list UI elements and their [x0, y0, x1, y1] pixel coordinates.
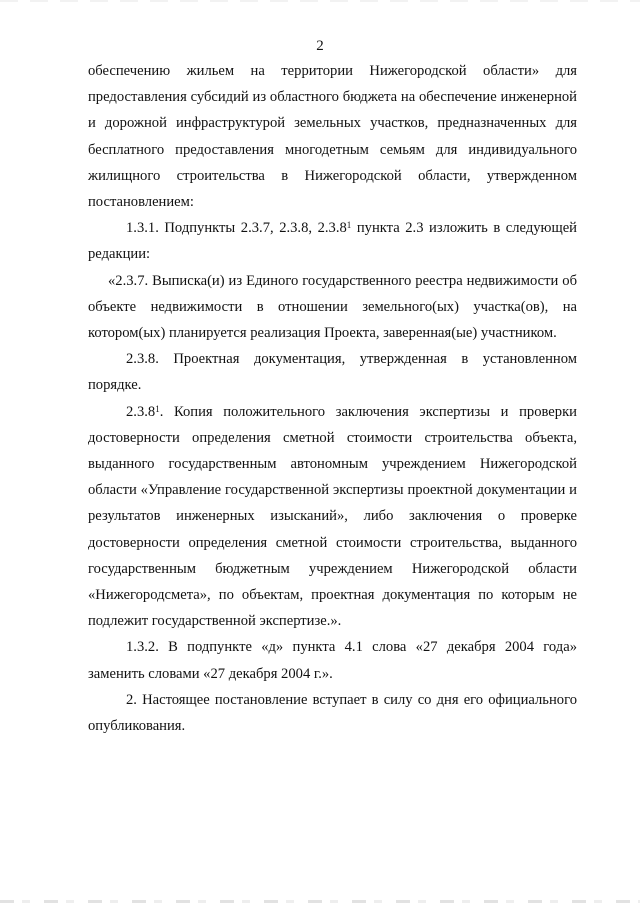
superscript-index: 1 — [155, 403, 160, 414]
paragraph-text-end: . Копия положительного заключения экспертизы и проверки достоверности определения сметной стоимости строительства объекта, выданного государственным автономным учреждением Нижегородской области «Управление государственной экспертизы проектной документации и результатов инженерных изысканий», либо заключения о проверке достоверности определения сметной стоимости строительства, выданного государственным бюджетным учреждением Нижегородской области «Нижегородсмета», по объектам, проектная документация по которым не подлежит государственной экспертизе.». — [88, 403, 577, 630]
scan-artifact-bottom — [0, 900, 640, 903]
paragraph-text-end: пункта 2.3 изложить в следующей редакции: — [88, 220, 577, 263]
paragraph-1-3-2: 1.3.2. В подпункте «д» пункта 4.1 слова «27 декабря 2004 года» заменить словами «27 декабря 2004 г.». — [88, 639, 577, 682]
paragraph-2-effective-date: 2. Настоящее постановление вступает в силу со дня его официального опубликования. — [88, 691, 577, 735]
paragraph-2-3-8-1 — [88, 399, 577, 635]
paragraph-1-3-1 — [88, 215, 577, 267]
superscript-index: 1 — [346, 220, 352, 231]
paragraph-continuation: обеспечению жильем на территории Нижегородской области» для предоставления субсидий из областного бюджета на обеспечение инженерной и дорожной инфраструктурой земельных участков, предназначенных для бесплатного предоставления многодетным семьям для индивидуального жилищного строительства в Нижегородской области, утвержденном постановлением: — [88, 63, 577, 211]
paragraph-text-start: 1.3.1. Подпункты 2.3.7, 2.3.8, 2.3.8 — [126, 220, 347, 237]
paragraph-2-3-8: 2.3.8. Проектная документация, утвержденная в установленном порядке. — [88, 351, 577, 394]
page-number: 2 — [316, 38, 324, 54]
paragraph-2-3-7: «2.3.7. Выписка(и) из Единого государственного реестра недвижимости об объекте недвижимости в отношении земельного(ых) участка(ов), на котором(ых) планируется реализация Проекта, заверенная(ые) участником. — [88, 272, 577, 342]
document-body — [88, 58, 577, 739]
paragraph-text-start: 2.3.8 — [126, 403, 156, 420]
scan-artifact-top — [0, 0, 640, 2]
